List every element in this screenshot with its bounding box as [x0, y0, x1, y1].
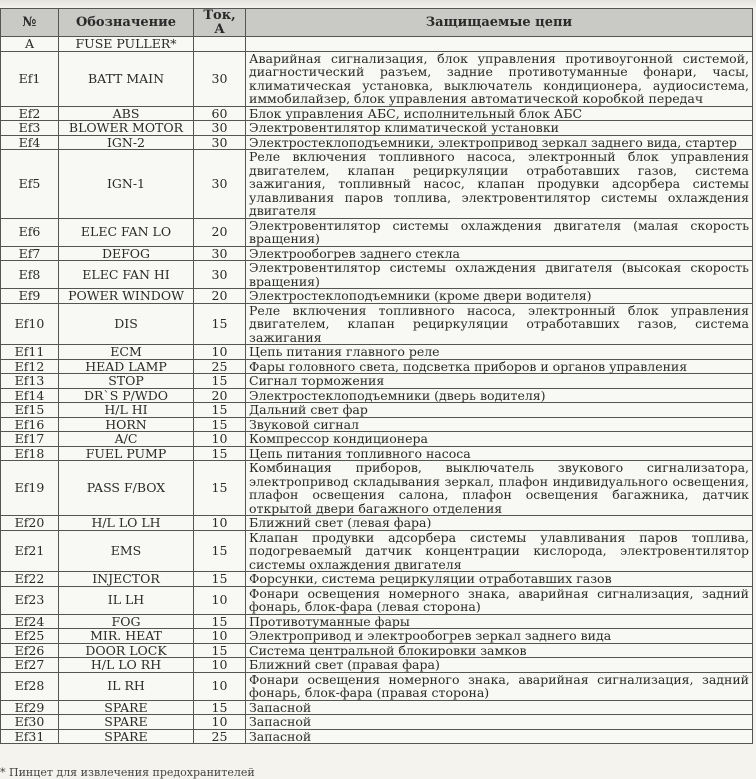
fuse-designation: ECM: [59, 345, 194, 360]
fuse-circuits: Электровентилятор системы охлаждения двигателя (малая скорость вращения): [246, 218, 753, 246]
fuse-number: Ef22: [1, 572, 59, 587]
table-row: [1, 572, 753, 587]
table-row: [1, 374, 753, 389]
fuse-circuits: Электростеклоподъемники (дверь водителя): [246, 388, 753, 403]
fuse-number: Ef13: [1, 374, 59, 389]
fuse-number: Ef6: [1, 218, 59, 246]
fuse-current: 15: [194, 643, 246, 658]
table-row: [1, 586, 753, 614]
fuse-circuits: Дальний свет фар: [246, 403, 753, 418]
fuse-circuits: Сигнал торможения: [246, 374, 753, 389]
fuse-number: Ef4: [1, 135, 59, 150]
fuse-circuits: Компрессор кондиционера: [246, 432, 753, 447]
fuse-current: 30: [194, 150, 246, 219]
fuse-number: Ef12: [1, 359, 59, 374]
table-row: [1, 729, 753, 744]
fuse-current: [194, 37, 246, 52]
table-row: [1, 106, 753, 121]
fuse-number: Ef23: [1, 586, 59, 614]
fuse-designation: HEAD LAMP: [59, 359, 194, 374]
fuse-designation: ABS: [59, 106, 194, 121]
table-row: [1, 700, 753, 715]
fuse-number: Ef19: [1, 461, 59, 516]
table-row: [1, 289, 753, 304]
fuse-circuits: Аварийная сигнализация, блок управления противоугонной системой, диагностический разъем, задние противотуманные фонари, часы, климатическая установка, выключатель кондиционера, аудиосистема, иммобилайзер, блок управления автоматической коробкой передач: [246, 51, 753, 106]
table-row: [1, 135, 753, 150]
fuse-current: 25: [194, 359, 246, 374]
fuse-number: Ef31: [1, 729, 59, 744]
table-row: [1, 246, 753, 261]
header-num: №: [1, 9, 59, 37]
fuse-circuits: Реле включения топливного насоса, электронный блок управления двигателем, клапан рециркуляции отработавших газов, система зажигания: [246, 303, 753, 345]
fuse-designation: ELEC FAN LO: [59, 218, 194, 246]
fuse-number: Ef21: [1, 530, 59, 572]
fuse-circuits: Блок управления АБС, исполнительный блок АБС: [246, 106, 753, 121]
header-current: Ток, А: [194, 9, 246, 37]
fuse-designation: BATT MAIN: [59, 51, 194, 106]
table-row: [1, 121, 753, 136]
fuse-circuits: Запасной: [246, 700, 753, 715]
fuse-circuits: Электровентилятор климатической установки: [246, 121, 753, 136]
fuse-circuits: [246, 37, 753, 52]
fuse-circuits: Электростеклоподъемники, электропривод зеркал заднего вида, стартер: [246, 135, 753, 150]
fuse-table: [0, 8, 753, 744]
fuse-circuits: Фонари освещения номерного знака, аварийная сигнализация, задний фонарь, блок-фара (правая сторона): [246, 672, 753, 700]
table-row: [1, 432, 753, 447]
fuse-current: 20: [194, 218, 246, 246]
fuse-number: Ef20: [1, 516, 59, 531]
fuse-number: Ef26: [1, 643, 59, 658]
fuse-current: 15: [194, 461, 246, 516]
fuse-number: Ef10: [1, 303, 59, 345]
footnote: * Пинцет для извлечения предохранителей: [0, 766, 255, 779]
fuse-circuits: Запасной: [246, 715, 753, 730]
table-row: [1, 150, 753, 219]
fuse-number: Ef5: [1, 150, 59, 219]
table-header-row: [1, 9, 753, 37]
fuse-current: 10: [194, 516, 246, 531]
fuse-current: 10: [194, 629, 246, 644]
fuse-designation: H/L LO LH: [59, 516, 194, 531]
fuse-table-body: [1, 37, 753, 744]
fuse-current: 30: [194, 121, 246, 136]
fuse-current: 10: [194, 586, 246, 614]
table-row: [1, 629, 753, 644]
fuse-number: Ef30: [1, 715, 59, 730]
fuse-current: 10: [194, 672, 246, 700]
table-row: [1, 345, 753, 360]
fuse-circuits: Запасной: [246, 729, 753, 744]
fuse-number: Ef24: [1, 614, 59, 629]
fuse-designation: FOG: [59, 614, 194, 629]
fuse-designation: ELEC FAN HI: [59, 261, 194, 289]
table-row: [1, 403, 753, 418]
fuse-number: Ef15: [1, 403, 59, 418]
fuse-designation: IGN-1: [59, 150, 194, 219]
fuse-circuits: Форсунки, система рециркуляции отработавших газов: [246, 572, 753, 587]
table-row: [1, 37, 753, 52]
fuse-designation: STOP: [59, 374, 194, 389]
fuse-circuits: Противотуманные фары: [246, 614, 753, 629]
fuse-current: 15: [194, 417, 246, 432]
fuse-circuits: Система центральной блокировки замков: [246, 643, 753, 658]
fuse-current: 10: [194, 715, 246, 730]
fuse-current: 15: [194, 403, 246, 418]
fuse-designation: FUSE PULLER*: [59, 37, 194, 52]
fuse-designation: A/C: [59, 432, 194, 447]
fuse-designation: EMS: [59, 530, 194, 572]
fuse-designation: MIR. HEAT: [59, 629, 194, 644]
fuse-designation: IL LH: [59, 586, 194, 614]
fuse-current: 10: [194, 345, 246, 360]
fuse-number: Ef25: [1, 629, 59, 644]
table-row: [1, 643, 753, 658]
fuse-designation: IGN-2: [59, 135, 194, 150]
header-circuits: Защищаемые цепи: [246, 9, 753, 37]
table-row: [1, 51, 753, 106]
fuse-current: 15: [194, 374, 246, 389]
fuse-circuits: Ближний свет (левая фара): [246, 516, 753, 531]
fuse-circuits: Электростеклоподъемники (кроме двери водителя): [246, 289, 753, 304]
fuse-current: 15: [194, 614, 246, 629]
fuse-designation: SPARE: [59, 715, 194, 730]
fuse-number: Ef11: [1, 345, 59, 360]
fuse-current: 15: [194, 572, 246, 587]
fuse-current: 25: [194, 729, 246, 744]
fuse-designation: HORN: [59, 417, 194, 432]
fuse-designation: DR`S P/WDO: [59, 388, 194, 403]
table-row: [1, 658, 753, 673]
fuse-circuits: Фары головного света, подсветка приборов и органов управления: [246, 359, 753, 374]
fuse-circuits: Электропривод и электрообогрев зеркал заднего вида: [246, 629, 753, 644]
fuse-number: Ef18: [1, 446, 59, 461]
fuse-circuits: Цепь питания топливного насоса: [246, 446, 753, 461]
table-row: [1, 530, 753, 572]
fuse-designation: DOOR LOCK: [59, 643, 194, 658]
fuse-number: Ef17: [1, 432, 59, 447]
table-row: [1, 446, 753, 461]
fuse-current: 60: [194, 106, 246, 121]
table-row: [1, 715, 753, 730]
fuse-designation: SPARE: [59, 729, 194, 744]
header-name: Обозначение: [59, 9, 194, 37]
fuse-circuits: Звуковой сигнал: [246, 417, 753, 432]
fuse-designation: POWER WINDOW: [59, 289, 194, 304]
fuse-circuits: Клапан продувки адсорбера системы улавливания паров топлива, подогреваемый датчик концентрации кислорода, электровентилятор системы охлаждения двигателя: [246, 530, 753, 572]
fuse-circuits: Фонари освещения номерного знака, аварийная сигнализация, задний фонарь, блок-фара (левая сторона): [246, 586, 753, 614]
table-row: [1, 672, 753, 700]
fuse-current: 30: [194, 51, 246, 106]
fuse-number: Ef1: [1, 51, 59, 106]
fuse-current: 20: [194, 289, 246, 304]
fuse-circuits: Реле включения топливного насоса, электронный блок управления двигателем, клапан рециркуляции отработавших газов, система зажигания, топливный насос, клапан продувки адсорбера системы улавливания паров топлива, электровентилятор системы охлаждения двигателя: [246, 150, 753, 219]
fuse-number: Ef7: [1, 246, 59, 261]
fuse-circuits: Электрообогрев заднего стекла: [246, 246, 753, 261]
fuse-circuits: Комбинация приборов, выключатель звукового сигнализатора, электропривод складывания зеркал, плафон индивидуального освещения, плафон освещения салона, плафон освещения багажника, датчик открытой двери багажного отделения: [246, 461, 753, 516]
fuse-designation: H/L LO RH: [59, 658, 194, 673]
table-row: [1, 417, 753, 432]
fuse-designation: SPARE: [59, 700, 194, 715]
fuse-designation: IL RH: [59, 672, 194, 700]
table-row: [1, 461, 753, 516]
fuse-current: 30: [194, 246, 246, 261]
fuse-current: 15: [194, 530, 246, 572]
fuse-designation: FUEL PUMP: [59, 446, 194, 461]
fuse-number: Ef29: [1, 700, 59, 715]
fuse-number: Ef16: [1, 417, 59, 432]
fuse-current: 15: [194, 303, 246, 345]
fuse-current: 10: [194, 432, 246, 447]
table-row: [1, 303, 753, 345]
fuse-designation: PASS F/BOX: [59, 461, 194, 516]
fuse-circuits: Электровентилятор системы охлаждения двигателя (высокая скорость вращения): [246, 261, 753, 289]
fuse-circuits: Цепь питания главного реле: [246, 345, 753, 360]
fuse-number: Ef27: [1, 658, 59, 673]
fuse-current: 20: [194, 388, 246, 403]
fuse-designation: H/L HI: [59, 403, 194, 418]
fuse-current: 30: [194, 135, 246, 150]
fuse-current: 15: [194, 446, 246, 461]
fuse-designation: BLOWER MOTOR: [59, 121, 194, 136]
table-row: [1, 261, 753, 289]
page-header-strip: [0, 0, 756, 8]
fuse-designation: DEFOG: [59, 246, 194, 261]
fuse-number: Ef8: [1, 261, 59, 289]
table-row: [1, 218, 753, 246]
fuse-number: Ef28: [1, 672, 59, 700]
fuse-number: A: [1, 37, 59, 52]
fuse-designation: INJECTOR: [59, 572, 194, 587]
fuse-current: 15: [194, 700, 246, 715]
fuse-number: Ef2: [1, 106, 59, 121]
fuse-number: Ef9: [1, 289, 59, 304]
fuse-current: 10: [194, 658, 246, 673]
fuse-current: 30: [194, 261, 246, 289]
fuse-designation: DIS: [59, 303, 194, 345]
fuse-number: Ef14: [1, 388, 59, 403]
table-row: [1, 614, 753, 629]
fuse-circuits: Ближний свет (правая фара): [246, 658, 753, 673]
table-row: [1, 359, 753, 374]
table-row: [1, 388, 753, 403]
fuse-number: Ef3: [1, 121, 59, 136]
table-row: [1, 516, 753, 531]
